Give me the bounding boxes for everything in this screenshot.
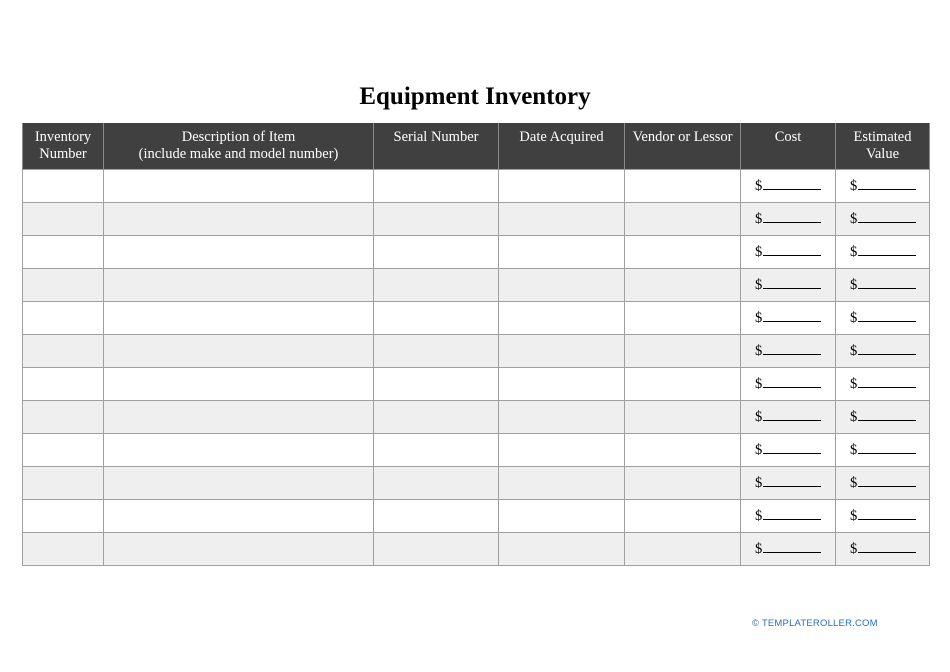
inventory-number-cell[interactable] (23, 235, 104, 268)
estimated-value-cell[interactable] (836, 400, 930, 433)
footer-brand-link[interactable]: TEMPLATEROLLER.COM (761, 618, 878, 629)
header-vendor: Vendor or Lessor (625, 123, 741, 169)
serial-number-cell[interactable] (374, 202, 499, 235)
blank-line (763, 342, 821, 355)
blank-line (763, 441, 821, 454)
currency-field (741, 540, 821, 558)
vendor-cell[interactable] (625, 202, 741, 235)
cost-cell[interactable] (741, 466, 836, 499)
date-acquired-cell[interactable] (499, 466, 625, 499)
currency-symbol: $ (755, 243, 763, 260)
description-cell[interactable] (104, 268, 374, 301)
table-body (23, 169, 930, 565)
table-row (23, 169, 930, 202)
blank-line (763, 309, 821, 322)
cost-cell[interactable] (741, 202, 836, 235)
currency-field (836, 342, 916, 360)
serial-number-cell[interactable] (374, 532, 499, 565)
blank-line (858, 441, 916, 454)
currency-symbol: $ (755, 276, 763, 293)
description-cell[interactable] (104, 301, 374, 334)
estimated-value-cell[interactable] (836, 268, 930, 301)
serial-number-cell[interactable] (374, 367, 499, 400)
currency-symbol: $ (755, 342, 763, 359)
currency-field (836, 309, 916, 327)
blank-line (858, 474, 916, 487)
blank-line (763, 243, 821, 256)
description-cell[interactable] (104, 532, 374, 565)
vendor-cell[interactable] (625, 400, 741, 433)
currency-symbol: $ (755, 408, 763, 425)
inventory-number-cell[interactable] (23, 532, 104, 565)
currency-symbol: $ (755, 474, 763, 491)
currency-field (741, 210, 821, 228)
inventory-number-cell[interactable] (23, 499, 104, 532)
vendor-cell[interactable] (625, 235, 741, 268)
table-row (23, 268, 930, 301)
currency-symbol: $ (850, 276, 858, 293)
currency-symbol: $ (755, 375, 763, 392)
inventory-number-cell[interactable] (23, 202, 104, 235)
description-cell[interactable] (104, 169, 374, 202)
page-title: Equipment Inventory (359, 83, 591, 110)
vendor-cell[interactable] (625, 466, 741, 499)
vendor-cell[interactable] (625, 268, 741, 301)
estimated-value-cell[interactable] (836, 466, 930, 499)
table-row (23, 433, 930, 466)
estimated-value-cell[interactable] (836, 433, 930, 466)
table-row (23, 400, 930, 433)
currency-field (836, 276, 916, 294)
header-cost: Cost (741, 123, 836, 169)
currency-field (741, 474, 821, 492)
serial-number-cell[interactable] (374, 235, 499, 268)
currency-symbol: $ (850, 375, 858, 392)
cost-cell[interactable] (741, 334, 836, 367)
header-estimated-value: Estimated Value (836, 123, 930, 169)
serial-number-cell[interactable] (374, 301, 499, 334)
vendor-cell[interactable] (625, 433, 741, 466)
currency-symbol: $ (850, 474, 858, 491)
blank-line (763, 276, 821, 289)
inventory-number-cell[interactable] (23, 334, 104, 367)
currency-field (836, 441, 916, 459)
blank-line (858, 210, 916, 223)
currency-symbol: $ (755, 540, 763, 557)
header-inventory-number: Inventory Number (23, 123, 104, 169)
currency-field (836, 177, 916, 195)
currency-field (836, 243, 916, 261)
blank-line (858, 375, 916, 388)
estimated-value-cell[interactable] (836, 334, 930, 367)
currency-field (836, 474, 916, 492)
date-acquired-cell[interactable] (499, 400, 625, 433)
serial-number-cell[interactable] (374, 268, 499, 301)
currency-symbol: $ (755, 441, 763, 458)
blank-line (858, 342, 916, 355)
inventory-number-cell[interactable] (23, 466, 104, 499)
description-cell[interactable] (104, 202, 374, 235)
estimated-value-cell[interactable] (836, 202, 930, 235)
serial-number-cell[interactable] (374, 400, 499, 433)
blank-line (858, 243, 916, 256)
currency-symbol: $ (850, 540, 858, 557)
table-row (23, 367, 930, 400)
blank-line (858, 276, 916, 289)
currency-field (741, 441, 821, 459)
cost-cell[interactable] (741, 301, 836, 334)
inventory-number-cell[interactable] (23, 301, 104, 334)
vendor-cell[interactable] (625, 367, 741, 400)
estimated-value-cell[interactable] (836, 367, 930, 400)
blank-line (763, 474, 821, 487)
estimated-value-cell[interactable] (836, 301, 930, 334)
copyright-icon: © (752, 618, 760, 629)
description-cell[interactable] (104, 400, 374, 433)
currency-field (741, 276, 821, 294)
currency-field (836, 540, 916, 558)
currency-field (836, 210, 916, 228)
table-header-row (23, 123, 930, 169)
cost-cell[interactable] (741, 499, 836, 532)
date-acquired-cell[interactable] (499, 169, 625, 202)
currency-field (836, 507, 916, 525)
cost-cell[interactable] (741, 367, 836, 400)
description-cell[interactable] (104, 433, 374, 466)
currency-field (836, 375, 916, 393)
currency-symbol: $ (755, 507, 763, 524)
blank-line (763, 540, 821, 553)
blank-line (858, 177, 916, 190)
cost-cell[interactable] (741, 169, 836, 202)
blank-line (858, 540, 916, 553)
currency-field (741, 177, 821, 195)
currency-symbol: $ (755, 210, 763, 227)
date-acquired-cell[interactable] (499, 433, 625, 466)
cost-cell[interactable] (741, 532, 836, 565)
vendor-cell[interactable] (625, 301, 741, 334)
currency-symbol: $ (850, 309, 858, 326)
currency-symbol: $ (850, 210, 858, 227)
table-row (23, 301, 930, 334)
currency-symbol: $ (850, 408, 858, 425)
currency-symbol: $ (850, 243, 858, 260)
inventory-number-cell[interactable] (23, 367, 104, 400)
cost-cell[interactable] (741, 268, 836, 301)
table-row (23, 235, 930, 268)
date-acquired-cell[interactable] (499, 202, 625, 235)
currency-field (741, 309, 821, 327)
currency-field (741, 408, 821, 426)
blank-line (763, 210, 821, 223)
blank-line (858, 309, 916, 322)
vendor-cell[interactable] (625, 499, 741, 532)
serial-number-cell[interactable] (374, 169, 499, 202)
vendor-cell[interactable] (625, 334, 741, 367)
table-row (23, 334, 930, 367)
estimated-value-cell[interactable] (836, 532, 930, 565)
date-acquired-cell[interactable] (499, 499, 625, 532)
table-row (23, 202, 930, 235)
estimated-value-cell[interactable] (836, 169, 930, 202)
serial-number-cell[interactable] (374, 499, 499, 532)
blank-line (858, 408, 916, 421)
serial-number-cell[interactable] (374, 433, 499, 466)
cost-cell[interactable] (741, 400, 836, 433)
description-cell[interactable] (104, 367, 374, 400)
vendor-cell[interactable] (625, 532, 741, 565)
currency-symbol: $ (850, 507, 858, 524)
table-row (23, 532, 930, 565)
description-cell[interactable] (104, 334, 374, 367)
currency-symbol: $ (850, 177, 858, 194)
date-acquired-cell[interactable] (499, 268, 625, 301)
vendor-cell[interactable] (625, 169, 741, 202)
date-acquired-cell[interactable] (499, 334, 625, 367)
date-acquired-cell[interactable] (499, 367, 625, 400)
serial-number-cell[interactable] (374, 466, 499, 499)
inventory-number-cell[interactable] (23, 268, 104, 301)
header-serial-number: Serial Number (374, 123, 499, 169)
currency-symbol: $ (850, 441, 858, 458)
currency-symbol: $ (755, 177, 763, 194)
serial-number-cell[interactable] (374, 334, 499, 367)
header-description: Description of Item (include make and model number) (104, 123, 374, 169)
header-date-acquired: Date Acquired (499, 123, 625, 169)
inventory-number-cell[interactable] (23, 400, 104, 433)
estimated-value-cell[interactable] (836, 499, 930, 532)
blank-line (763, 177, 821, 190)
currency-symbol: $ (755, 309, 763, 326)
table-row (23, 466, 930, 499)
blank-line (858, 507, 916, 520)
date-acquired-cell[interactable] (499, 235, 625, 268)
cost-cell[interactable] (741, 433, 836, 466)
date-acquired-cell[interactable] (499, 301, 625, 334)
blank-line (763, 408, 821, 421)
blank-line (763, 507, 821, 520)
cost-cell[interactable] (741, 235, 836, 268)
currency-field (836, 408, 916, 426)
currency-field (741, 342, 821, 360)
blank-line (763, 375, 821, 388)
inventory-table (22, 123, 930, 566)
footer-credit[interactable] (752, 618, 878, 629)
description-cell[interactable] (104, 499, 374, 532)
currency-field (741, 243, 821, 261)
date-acquired-cell[interactable] (499, 532, 625, 565)
description-cell[interactable] (104, 235, 374, 268)
estimated-value-cell[interactable] (836, 235, 930, 268)
table-row (23, 499, 930, 532)
description-cell[interactable] (104, 466, 374, 499)
currency-field (741, 507, 821, 525)
currency-field (741, 375, 821, 393)
inventory-number-cell[interactable] (23, 433, 104, 466)
inventory-number-cell[interactable] (23, 169, 104, 202)
currency-symbol: $ (850, 342, 858, 359)
